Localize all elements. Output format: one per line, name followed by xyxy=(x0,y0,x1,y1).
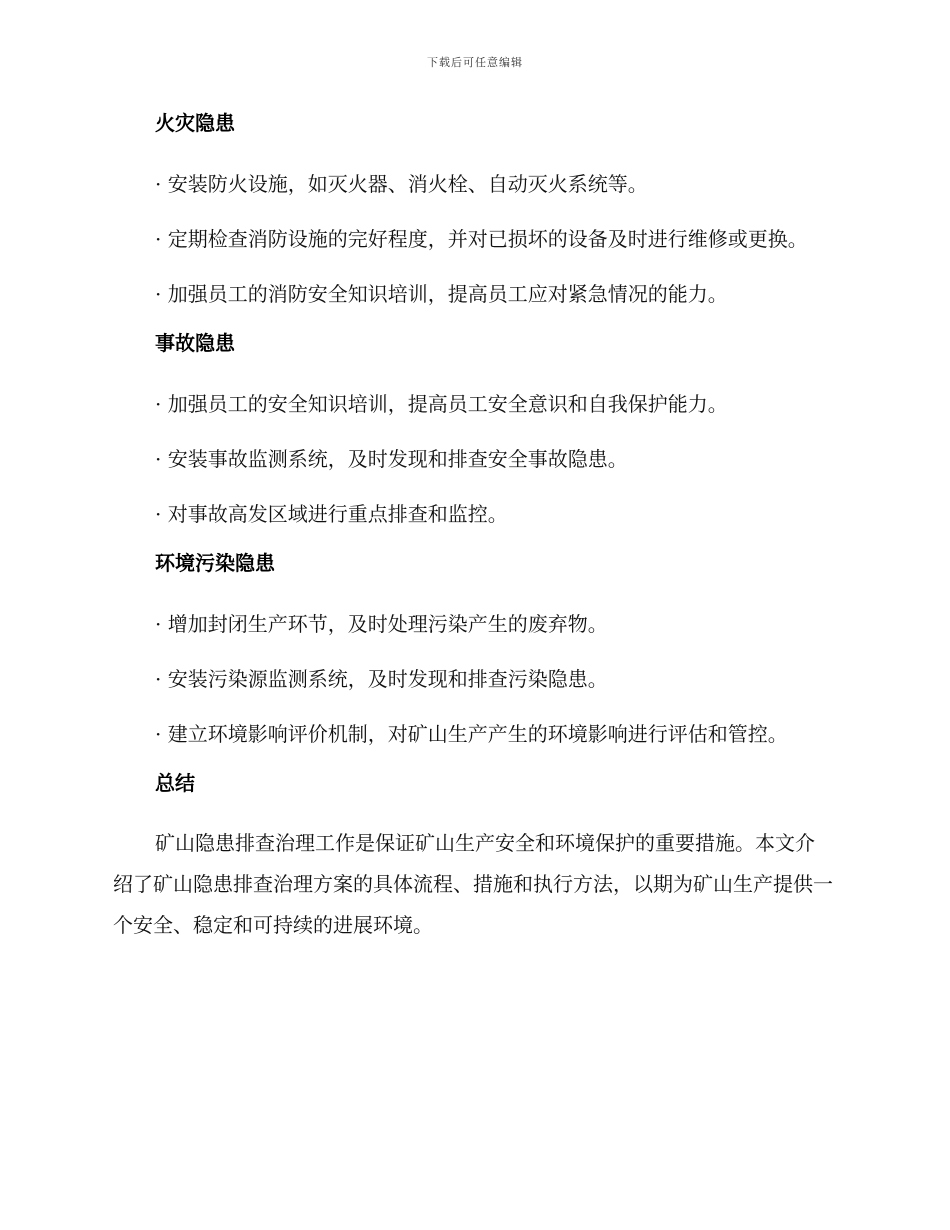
fire-item-3: · 加强员工的消防安全知识培训，提高员工应对紧急情况的能力。 xyxy=(155,282,728,306)
summary-paragraph: 矿山隐患排查治理工作是保证矿山生产安全和环境保护的重要措施。本文介绍了矿山隐患排查治理方案的具体流程、措施和执行方法，以期为矿山生产提供一个安全、稳定和可持续的进展环境。 xyxy=(113,831,833,937)
pollution-item-1: · 增加封闭生产环节，及时处理污染产生的废弃物。 xyxy=(155,612,608,636)
section-heading-summary: 总结 xyxy=(155,771,195,795)
pollution-item-2: · 安装污染源监测系统，及时发现和排查污染隐患。 xyxy=(155,667,608,691)
document-body xyxy=(113,108,833,959)
accident-item-2: · 安装事故监测系统，及时发现和排查安全事故隐患。 xyxy=(155,447,628,471)
fire-item-2: · 定期检查消防设施的完好程度，并对已损坏的设备及时进行维修或更换。 xyxy=(155,227,808,251)
accident-item-1: · 加强员工的安全知识培训，提高员工安全意识和自我保护能力。 xyxy=(155,392,728,416)
section-heading-fire: 火灾隐患 xyxy=(155,111,235,135)
section-heading-pollution: 环境污染隐患 xyxy=(155,551,275,575)
header-note: 下载后可任意编辑 xyxy=(427,56,523,69)
accident-item-3: · 对事故高发区域进行重点排查和监控。 xyxy=(155,502,508,526)
fire-item-1: · 安装防火设施，如灭火器、消火栓、自动灭火系统等。 xyxy=(155,172,648,196)
section-heading-accident: 事故隐患 xyxy=(155,331,235,355)
pollution-item-3: · 建立环境影响评价机制，对矿山生产产生的环境影响进行评估和管控。 xyxy=(155,722,788,746)
